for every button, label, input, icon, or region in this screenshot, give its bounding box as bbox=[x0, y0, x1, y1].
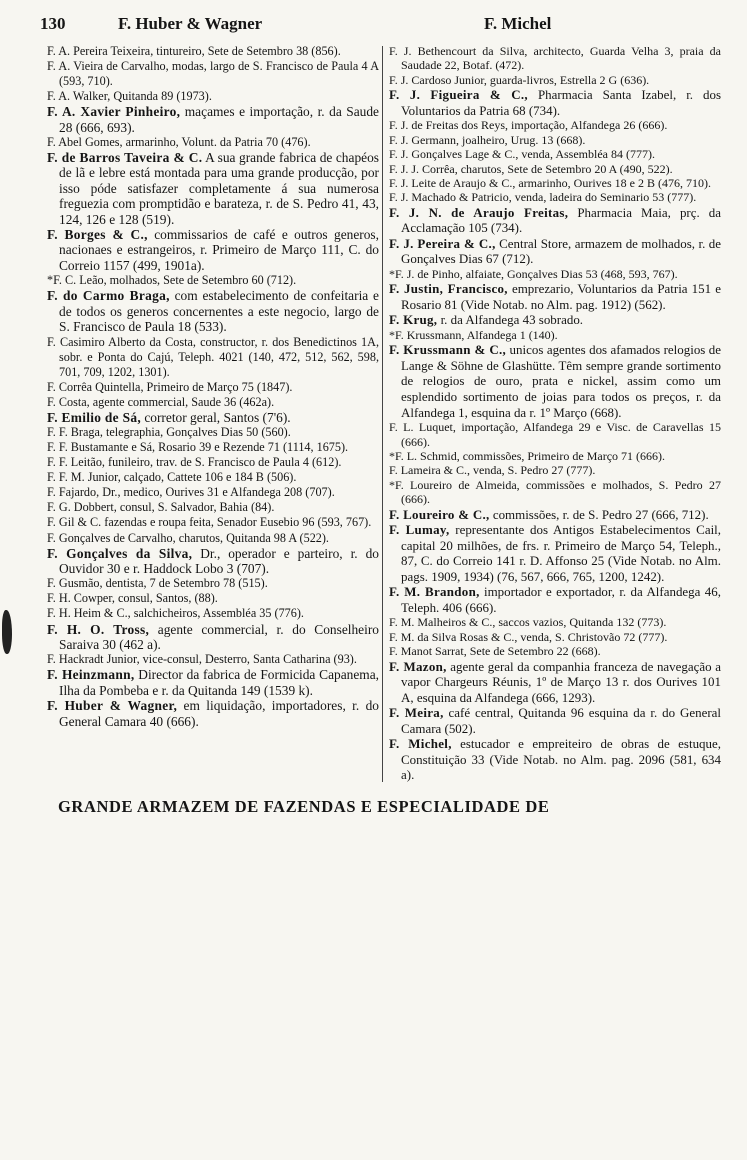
entry-text: em liquidação, importadores, r. do General Camara 40 (666). bbox=[59, 698, 379, 729]
page-number: 130 bbox=[40, 14, 66, 33]
directory-entry bbox=[389, 644, 721, 658]
directory-entry bbox=[389, 236, 721, 267]
entry-text: Director da fabrica de Formicida Capanema, Ilha da Pombeba e r. da Quitanda 149 (1539 k). bbox=[59, 667, 379, 698]
entry-text: agente geral da companhia franceza de navegação a vapor Chargeurs Réunis, 1º de Março 13 r. dos Ourives 101 A, esquina da Alfandega (666, 1293). bbox=[401, 658, 721, 705]
entry-text: F. M. da Silva Rosas & C., venda, S. Christovão 72 (777). bbox=[389, 629, 668, 644]
entry-text: F. Gusmão, dentista, 7 de Setembro 78 (515). bbox=[47, 576, 268, 591]
entry-text: F. Lameira & C., venda, S. Pedro 27 (777). bbox=[389, 463, 596, 478]
directory-entry bbox=[47, 410, 379, 425]
entry-text: Pharmacia Santa Izabel, r. dos Voluntarios da Patria 68 (734). bbox=[401, 87, 721, 118]
entry-text: Dr., operador e parteiro, r. do Ouvidor 30 e r. Haddock Lobo 3 (707). bbox=[59, 545, 379, 576]
entry-text: F. J. Bethencourt da Silva, architecto, Guarda Velha 3, praia da Saudade 22, Botaf. (472). bbox=[389, 44, 721, 73]
entry-text: F. J. de Freitas dos Reys, importação, Alfandega 26 (666). bbox=[389, 118, 668, 133]
entry-text: F. Abel Gomes, armarinho, Volunt. da Patria 70 (476). bbox=[47, 135, 311, 149]
entry-text: agente commercial, r. do Conselheiro Saraiva 30 (462 a). bbox=[59, 621, 379, 652]
entry-text: F. F. Bustamante e Sá, Rosario 39 e Rezende 71 (1114, 1675). bbox=[47, 440, 349, 455]
entry-text: F. A. Vieira de Carvalho, modas, largo de S. Francisco de Paula 4 A (593, 710). bbox=[47, 59, 379, 89]
entry-text: F. L. Schmid, commissões, Primeiro de Março 71 (666). bbox=[395, 448, 666, 463]
entry-text: F. Gil & C. fazendas e roupa feita, Senador Eusebio 96 (593, 767). bbox=[47, 515, 372, 530]
directory-entry bbox=[47, 606, 379, 621]
left-column bbox=[47, 44, 379, 729]
entry-firm-name: F. J. N. de Araujo Freitas, bbox=[389, 204, 569, 220]
entry-text: F. Fajardo, Dr., medico, Ourives 31 e Alfandega 208 (707). bbox=[47, 485, 335, 500]
entry-text: F. J. Germann, joalheiro, Urug. 13 (668). bbox=[389, 132, 586, 147]
directory-entry bbox=[47, 455, 379, 470]
directory-entry bbox=[389, 342, 721, 420]
entry-text: Pharmacia Maia, prç. da Acclamação 105 (734). bbox=[401, 204, 721, 236]
directory-entry bbox=[47, 622, 379, 653]
entry-firm-name: F. Gonçalves da Silva, bbox=[47, 545, 193, 561]
entry-asterisk: * bbox=[389, 327, 395, 342]
directory-entry bbox=[389, 267, 721, 281]
directory-entry bbox=[389, 659, 721, 706]
entry-text: importador e exportador, r. da Alfandega 46, Teleph. 406 (666). bbox=[401, 584, 721, 615]
directory-entry bbox=[47, 698, 379, 729]
directory-entry bbox=[389, 190, 721, 204]
entry-text: F. A. Pereira Teixeira, tintureiro, Sete de Setembro 38 (856). bbox=[47, 44, 341, 58]
right-column bbox=[389, 44, 721, 783]
entry-firm-name: F. A. Xavier Pinheiro, bbox=[47, 104, 181, 120]
entry-asterisk: * bbox=[389, 448, 395, 463]
entry-text: F. Casimiro Alberto da Costa, constructor, r. dos Benedictinos 1A, sobr. e Ponta do Cajú, Teleph. 4021 (140, 472, 512, 562, 598, 701, 709, 1202, 1301). bbox=[47, 334, 379, 379]
entry-firm-name: F. Heinzmann, bbox=[47, 667, 135, 683]
entry-firm-name: F. J. Pereira & C., bbox=[389, 235, 496, 251]
directory-entry bbox=[389, 736, 721, 783]
entry-text: A sua grande fabrica de chapéos de lã e lebre está montada para uma grande producção, por isso póde satisfazer completamente á sua numerosa freguezia com promptidão e barateza, r. de S. Pedro 41, 43, 124, 126 e 128 (519). bbox=[59, 150, 379, 227]
entry-text: F. Corrêa Quintella, Primeiro de Março 75 (1847). bbox=[47, 379, 293, 394]
entry-text: F. F. Braga, telegraphia, Gonçalves Dias 50 (560). bbox=[47, 425, 291, 440]
entry-text: F. Hackradt Junior, vice-consul, Desterro, Santa Catharina (93). bbox=[47, 652, 357, 667]
directory-entry bbox=[47, 485, 379, 500]
directory-entry bbox=[389, 147, 721, 161]
directory-entry bbox=[47, 135, 379, 150]
directory-entry bbox=[47, 652, 379, 667]
directory-entry bbox=[389, 176, 721, 190]
entry-firm-name: F. Michel, bbox=[389, 736, 452, 752]
directory-entry bbox=[47, 470, 379, 485]
directory-entry bbox=[389, 73, 721, 87]
entry-firm-name: F. Borges & C., bbox=[47, 227, 148, 243]
entry-text: F. F. Leitão, funileiro, trav. de S. Francisco de Paula 4 (612). bbox=[47, 455, 342, 470]
entry-firm-name: F. Krug, bbox=[389, 312, 438, 328]
entry-text: representante dos Antigos Estabelecimentos Cail, capital 20 milhões, de frs. r. Primeiro de Março 54, Teleph., 87, C. do Correio 141 r. D. Affonso 25 (Vide Notab. no Alm. pags. 1909, 1934) (76, 567, 666, 765, 1200, 1242). bbox=[401, 522, 722, 584]
directory-entry bbox=[389, 615, 721, 629]
entry-text: r. da Alfandega 43 sobrado. bbox=[437, 312, 584, 328]
directory-entry bbox=[389, 312, 721, 328]
directory-entry bbox=[47, 44, 379, 59]
entry-firm-name: F. J. Figueira & C., bbox=[389, 87, 528, 103]
entry-text: F. J. Leite de Araujo & C., armarinho, Ourives 18 e 2 B (476, 710). bbox=[389, 175, 711, 190]
directory-entry bbox=[389, 584, 721, 615]
entry-text: F. L. Luquet, importação, Alfandega 29 e Visc. de Caravellas 15 (666). bbox=[389, 420, 721, 449]
right-running-head: F. Michel bbox=[484, 14, 552, 33]
entry-text: commissões, r. de S. Pedro 27 (666, 712). bbox=[489, 506, 709, 522]
entry-firm-name: F. do Carmo Braga, bbox=[47, 288, 170, 304]
entry-firm-name: F. Lumay, bbox=[389, 522, 450, 538]
directory-entry bbox=[389, 522, 721, 584]
page-header bbox=[40, 14, 720, 42]
directory-entry bbox=[47, 59, 379, 89]
ink-blot bbox=[2, 610, 12, 654]
directory-entry bbox=[47, 288, 379, 334]
left-running-head: F. Huber & Wagner bbox=[118, 14, 263, 33]
entry-asterisk: * bbox=[389, 266, 395, 281]
entry-text: estucador e empreiteiro de obras de estuque, Constituição 33 (Vide Notab. no Alm. pag. 2096 (581, 634 a). bbox=[401, 736, 721, 783]
directory-entry bbox=[47, 591, 379, 606]
entry-firm-name: F. Mazon, bbox=[389, 658, 447, 674]
directory-entry bbox=[389, 463, 721, 477]
entry-text: unicos agentes dos afamados relogios de Lange & Söhne de Glashütte. Têm sempre grande sortimento de relogios de ouro, prata e nickel, assim como um esplendido sortimento de joias para todos os preços, r. da Alfandega 1, esquina da r. 1º Março (668). bbox=[401, 342, 722, 420]
directory-entry bbox=[389, 507, 721, 523]
entry-text: F. F. M. Junior, calçado, Cattete 106 e 184 B (506). bbox=[47, 470, 297, 485]
entry-text: emprezario, Voluntarios da Patria 151 e Rosario 81 (Vide Notab. no Alm. pag. 1912) (562). bbox=[401, 281, 721, 312]
entry-text: F. C. Leão, molhados, Sete de Setembro 60 (712). bbox=[53, 273, 297, 288]
directory-entry bbox=[47, 150, 379, 227]
entry-text: F. Costa, agente commercial, Saude 36 (462a). bbox=[47, 394, 275, 409]
directory-entry bbox=[47, 425, 379, 440]
directory-entry bbox=[47, 380, 379, 395]
directory-entry bbox=[47, 440, 379, 455]
entry-text: com estabelecimento de confeitaria e de todos os generos concernentes a este negocio, largo de S. Francisco de Paula 18 (533). bbox=[59, 288, 379, 335]
directory-entry bbox=[47, 515, 379, 530]
entry-firm-name: F. Krussmann & C., bbox=[389, 342, 507, 358]
entry-firm-name: F. de Barros Taveira & C. bbox=[47, 150, 203, 166]
entry-text: F. J. Gonçalves Lage & C., venda, Assembléa 84 (777). bbox=[389, 147, 655, 162]
directory-entry bbox=[389, 133, 721, 147]
entry-text: F. Krussmann, Alfandega 1 (140). bbox=[395, 327, 558, 342]
directory-entry bbox=[389, 162, 721, 176]
directory-entry bbox=[389, 449, 721, 463]
entry-firm-name: F. Meira, bbox=[389, 705, 444, 721]
entry-text: F. Loureiro de Almeida, commissões e molhados, S. Pedro 27 (666). bbox=[395, 477, 721, 507]
directory-entry bbox=[47, 89, 379, 104]
directory-entry bbox=[47, 667, 379, 698]
directory-entry bbox=[389, 118, 721, 132]
column-divider bbox=[382, 46, 383, 782]
entry-text: corretor geral, Santos (7'6). bbox=[140, 409, 291, 425]
directory-entry bbox=[389, 87, 721, 118]
directory-entry bbox=[47, 546, 379, 577]
entry-text: F. H. Heim & C., salchicheiros, Assembléa 35 (776). bbox=[47, 606, 304, 621]
entry-text: maçames e importação, r. da Saude 28 (666, 693). bbox=[59, 104, 379, 135]
entry-text: Central Store, armazem de molhados, r. de Gonçalves Dias 67 (712). bbox=[401, 235, 722, 267]
directory-entry bbox=[47, 531, 379, 546]
entry-text: F. J. Machado & Patricio, venda, ladeira do Seminario 53 (777). bbox=[389, 190, 697, 205]
directory-entry bbox=[389, 630, 721, 644]
entry-firm-name: F. Emilio de Sá, bbox=[47, 409, 141, 425]
directory-entry bbox=[389, 205, 721, 236]
entry-text: F. G. Dobbert, consul, S. Salvador, Bahia (84). bbox=[47, 500, 275, 515]
entry-text: commissarios de café e outros generos, nacionaes e estrangeiros, r. Primeiro de Março 111, C. do Correio 1157 (499, 1901a). bbox=[59, 227, 379, 273]
entry-text: F. J. J. Corrêa, charutos, Sete de Setembro 20 A (490, 522). bbox=[389, 161, 673, 176]
entry-text: F. A. Walker, Quitanda 89 (1973). bbox=[47, 89, 212, 104]
directory-entry bbox=[47, 335, 379, 380]
entry-firm-name: F. Justin, Francisco, bbox=[389, 281, 508, 297]
directory-entry bbox=[389, 420, 721, 449]
directory-entry bbox=[389, 328, 721, 342]
directory-entry bbox=[389, 44, 721, 73]
directory-entry bbox=[47, 273, 379, 288]
directory-entry bbox=[47, 395, 379, 410]
entry-asterisk: * bbox=[389, 477, 395, 492]
entry-text: F. J. Cardoso Junior, guarda-livros, Estrella 2 G (636). bbox=[389, 72, 650, 87]
entry-firm-name: F. Huber & Wagner, bbox=[47, 698, 178, 714]
footer-advertisement: GRANDE ARMAZEM DE FAZENDAS E ESPECIALIDADE DE bbox=[58, 797, 550, 816]
directory-entry bbox=[47, 500, 379, 515]
entry-text: F. H. Cowper, consul, Santos, (88). bbox=[47, 591, 218, 606]
directory-entry bbox=[47, 576, 379, 591]
entry-text: F. Gonçalves de Carvalho, charutos, Quitanda 98 A (522). bbox=[47, 530, 329, 545]
directory-entry bbox=[389, 478, 721, 507]
entry-firm-name: F. Loureiro & C., bbox=[389, 506, 490, 522]
entry-asterisk: * bbox=[47, 273, 54, 288]
directory-entry bbox=[47, 104, 379, 135]
entry-firm-name: F. M. Brandon, bbox=[389, 584, 480, 600]
entry-text: F. J. de Pinho, alfaiate, Gonçalves Dias 53 (468, 593, 767). bbox=[395, 266, 678, 281]
directory-entry bbox=[389, 705, 721, 736]
entry-firm-name: F. H. O. Tross, bbox=[47, 621, 150, 637]
directory-entry bbox=[389, 281, 721, 312]
entry-text: F. Manot Sarrat, Sete de Setembro 22 (668). bbox=[389, 644, 601, 659]
entry-text: F. M. Malheiros & C., saccos vazios, Quitanda 132 (773). bbox=[389, 615, 667, 630]
entry-text: café central, Quitanda 96 esquina da r. do General Camara (502). bbox=[401, 705, 721, 736]
directory-entry bbox=[47, 227, 379, 273]
